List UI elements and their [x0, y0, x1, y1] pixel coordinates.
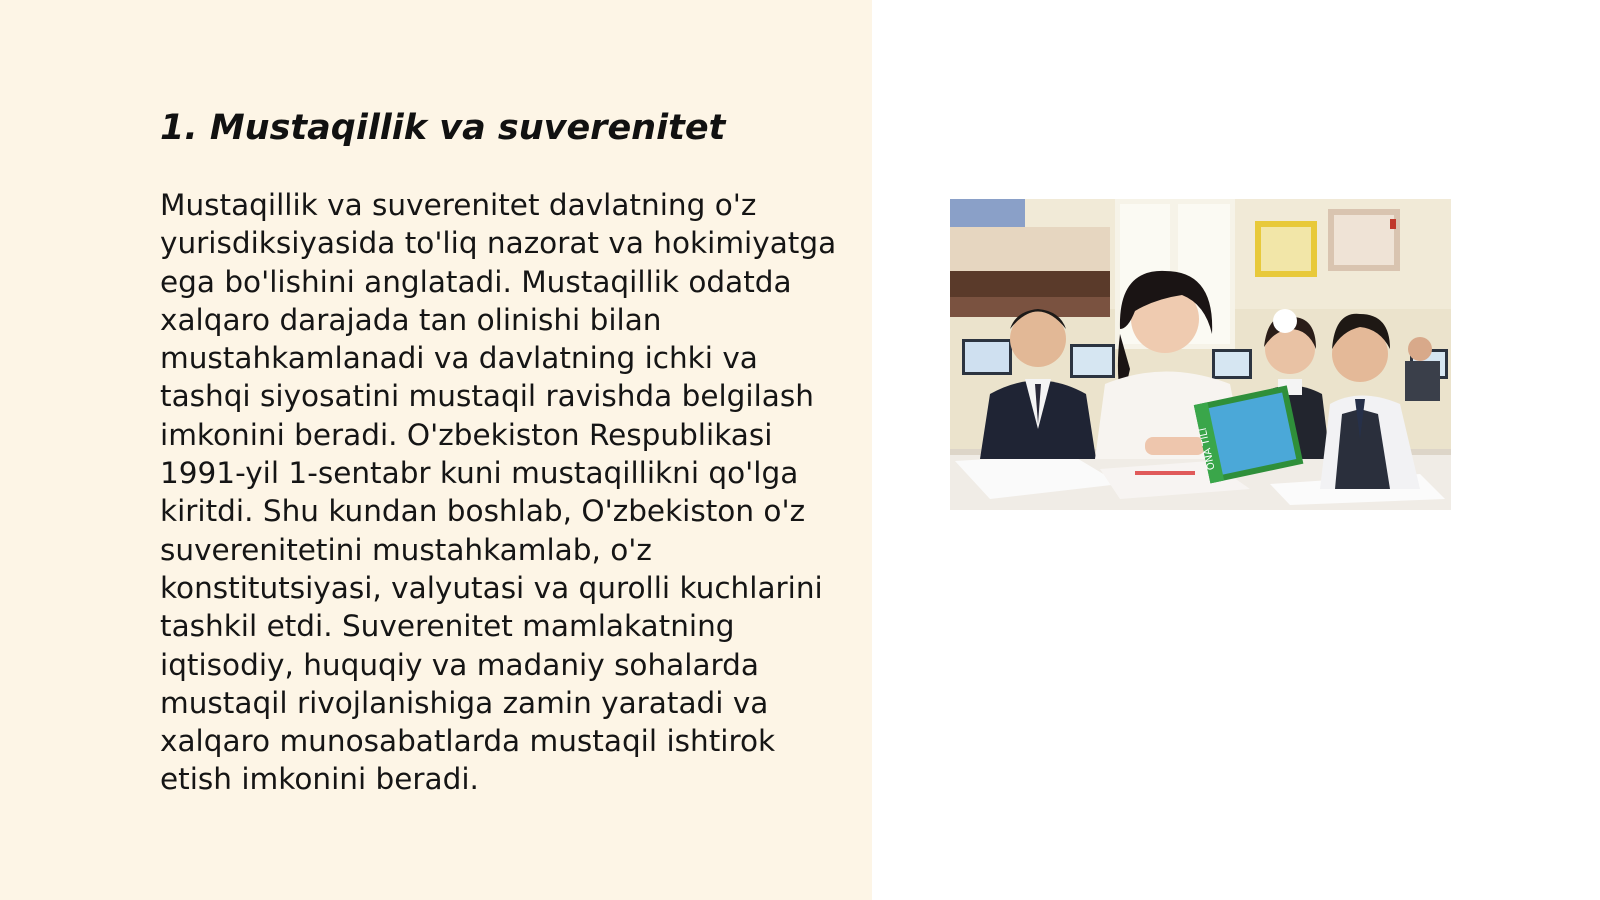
classroom-illustration — [950, 199, 1451, 510]
classroom-photo — [950, 199, 1451, 510]
slide-heading: 1. Mustaqillik va suverenitet — [160, 108, 726, 148]
book-label: ONA TILI — [1197, 426, 1218, 471]
slide-body-text: Mustaqillik va suverenitet davlatning o'z yurisdiksiyasida to'liq nazorat va hokimiyatga ega bo'lishini anglatadi. Mustaqillik odatda xalqaro darajada tan olinishi bilan mustahkamlanadi va davlatning ichki va tashqi siyosatini mustaqil ravishda belgilash imkonini beradi. O'zbekiston Respublikasi 1991-yil 1-sentabr kuni mustaqillikni qo'lga kiritdi. Shu kundan boshlab, O'zbekiston o'z suverenitetini mustahkamlab, o'z konstitutsiyasi, valyutasi va qurolli kuchlarini tashkil etdi. Suverenitet mamlakatning iqtisodiy, huquqiy va madaniy sohalarda mustaqil rivojlanishiga zamin yaratadi va xalqaro munosabatlarda mustaqil ishtirok etish imkonini beradi. — [160, 188, 837, 797]
